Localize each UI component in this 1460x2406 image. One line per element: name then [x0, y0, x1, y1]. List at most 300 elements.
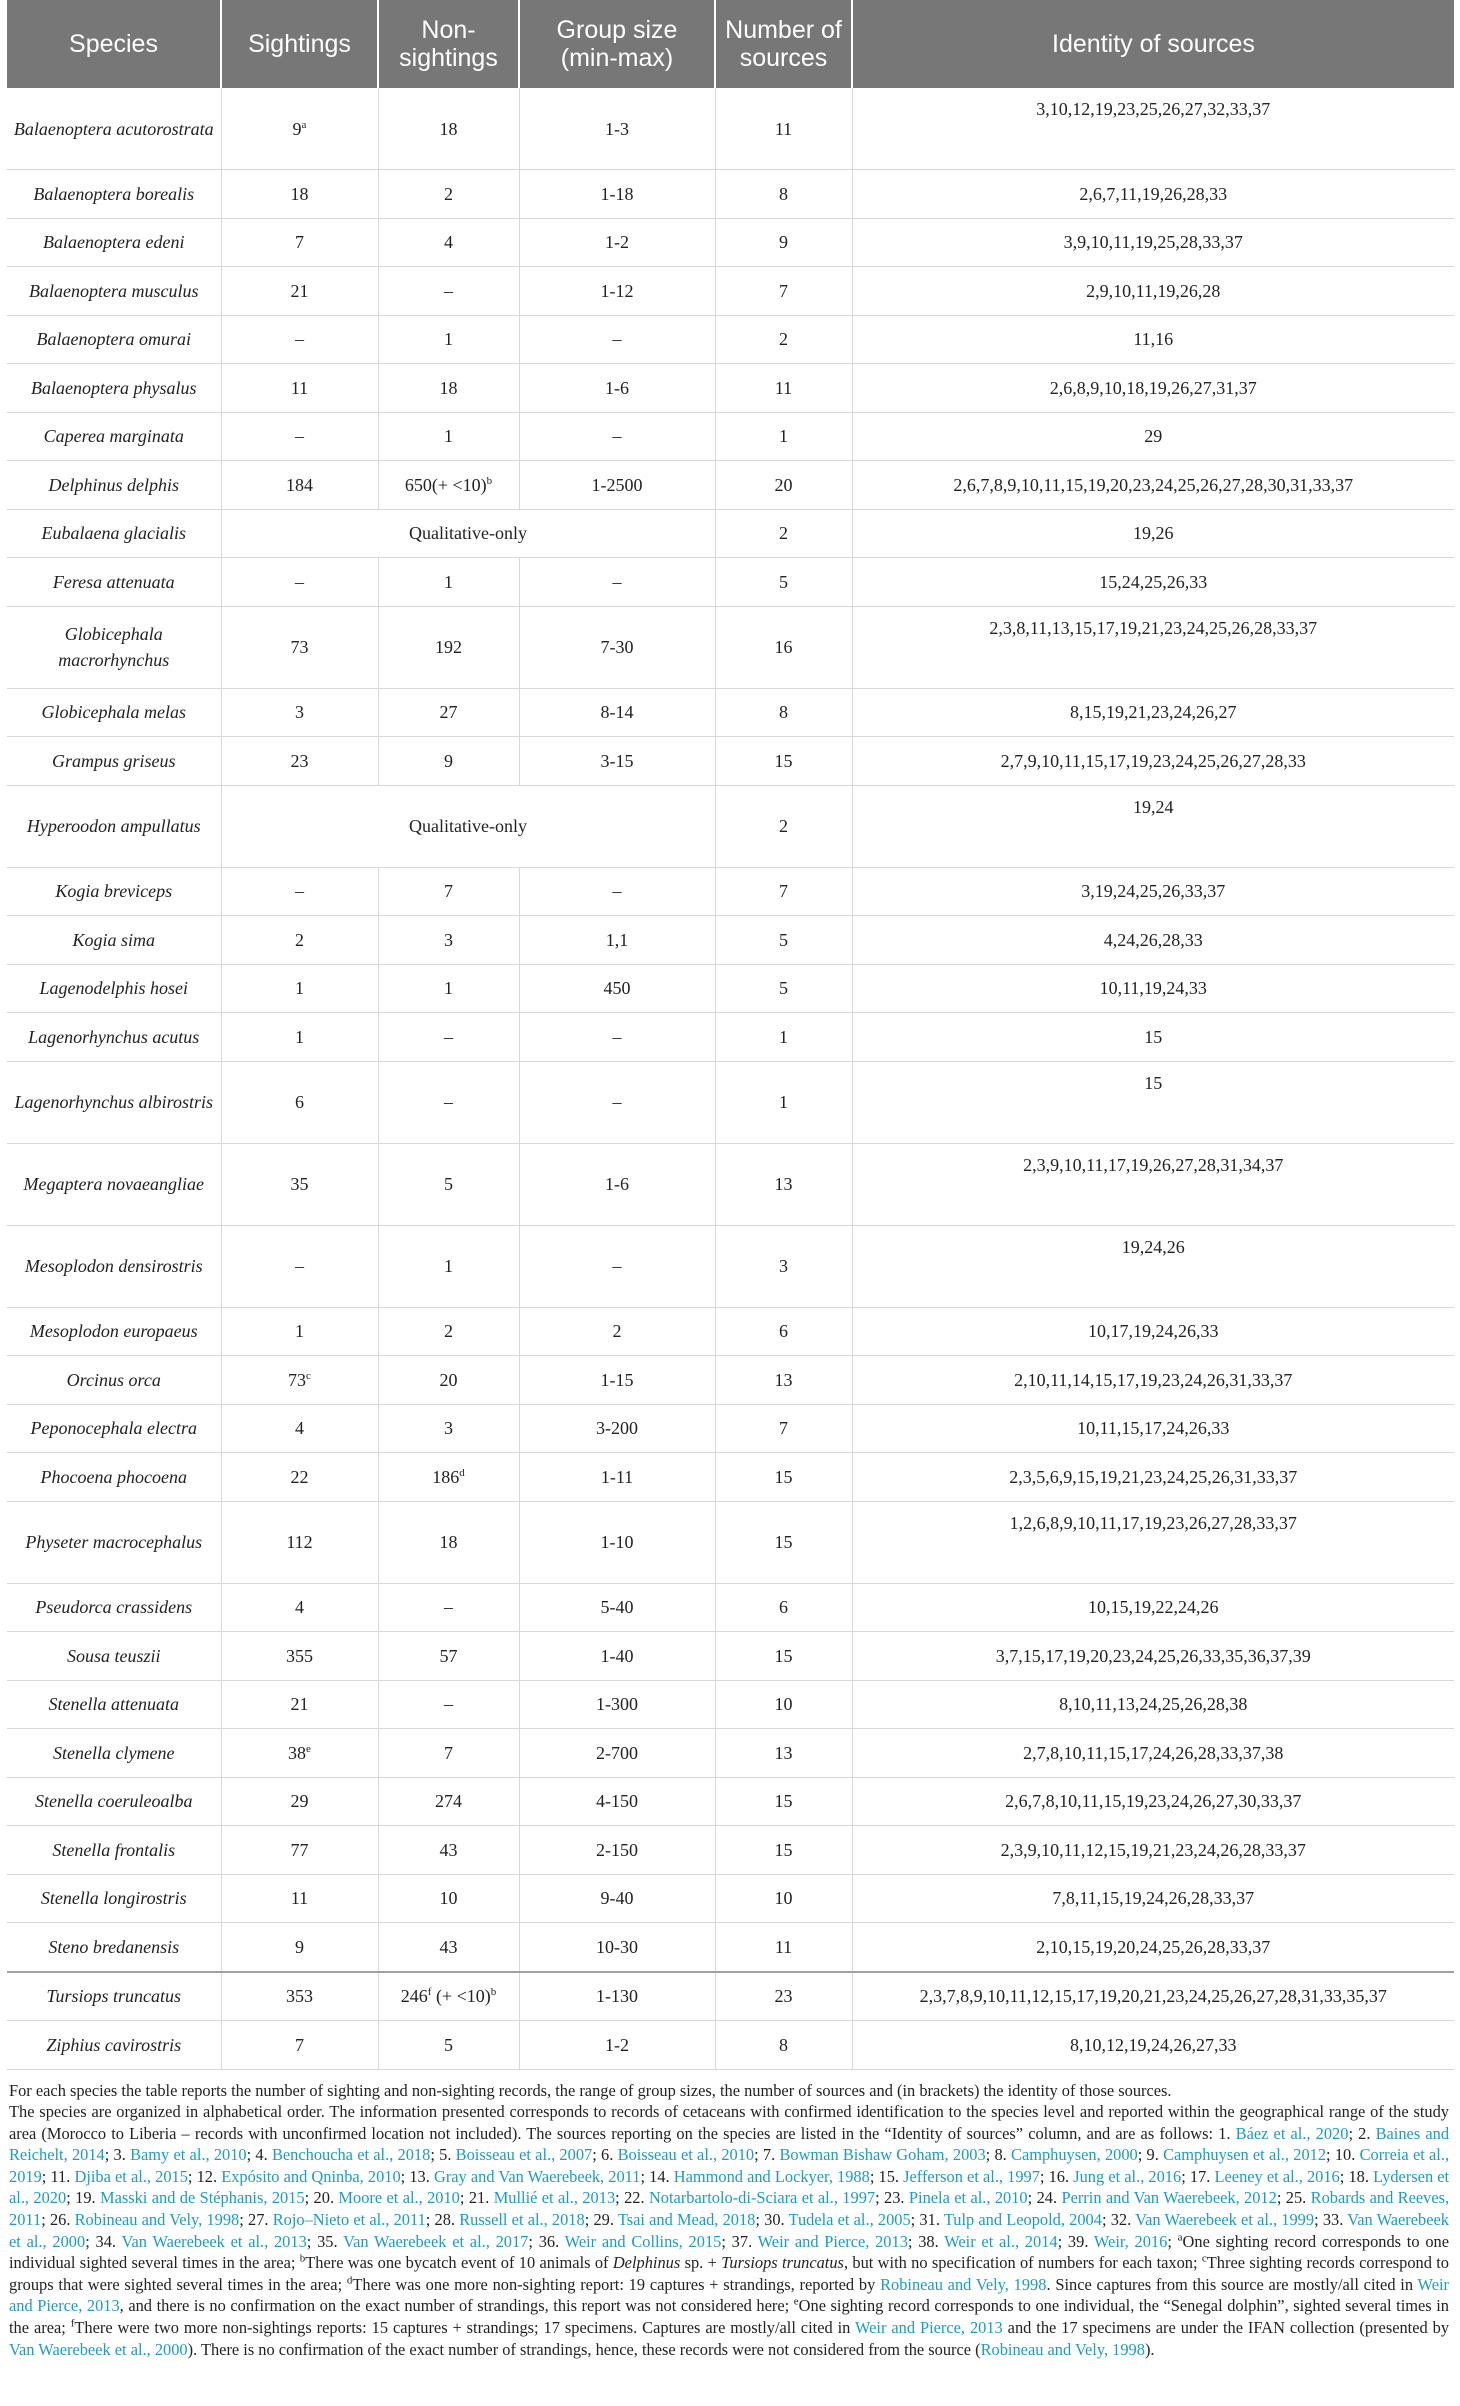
number-of-sources-cell: 9 — [715, 218, 852, 267]
non-sightings-cell: 7 — [378, 867, 519, 916]
identity-of-sources-cell: 15 — [852, 1061, 1454, 1143]
reference-link[interactable]: Robineau and Vely, 1998 — [980, 2339, 1145, 2359]
table-row — [7, 1013, 1454, 1062]
group-size-cell: 1-130 — [519, 1972, 715, 2021]
species-cell: Kogia sima — [7, 916, 221, 965]
group-size-cell: – — [519, 558, 715, 607]
species-cell: Orcinus orca — [7, 1356, 221, 1405]
reference-link[interactable]: Boisseau et al., 2007 — [455, 2145, 593, 2165]
species-cell: Ziphius cavirostris — [7, 2021, 221, 2070]
table-footnotes — [9, 2080, 1449, 2361]
group-size-cell: 1-11 — [519, 1453, 715, 1502]
number-of-sources-cell: 15 — [715, 1777, 852, 1826]
sightings-cell: 73$^c$ — [221, 1356, 378, 1405]
identity-of-sources-cell: 2,6,7,8,10,11,15,19,23,24,26,27,30,33,37 — [852, 1777, 1454, 1826]
number-of-sources-cell: 7 — [715, 1404, 852, 1453]
identity-of-sources-cell: 19,26 — [852, 509, 1454, 558]
table-row — [7, 1972, 1454, 2021]
species-cell: Megaptera novaeangliae — [7, 1143, 221, 1225]
group-size-cell: 5-40 — [519, 1583, 715, 1632]
header-non-sightings: Non-sightings — [378, 0, 519, 88]
non-sightings-cell: 7 — [378, 1729, 519, 1778]
group-size-cell: – — [519, 412, 715, 461]
identity-of-sources-cell: 1,2,6,8,9,10,11,17,19,23,26,27,28,33,37 — [852, 1501, 1454, 1583]
species-cell: Stenella longirostris — [7, 1874, 221, 1923]
notes-paragraph-1: For each species the table reports the number of sighting and non-sighting records, the range of group sizes, the number of sources and (in brackets) the identity of those sources. — [9, 2080, 1172, 2100]
identity-of-sources-cell: 2,3,8,11,13,15,17,19,21,23,24,25,26,28,33,37 — [852, 606, 1454, 688]
non-sightings-cell: 27 — [378, 688, 519, 737]
group-size-cell: 2-150 — [519, 1826, 715, 1875]
sightings-cell: 4 — [221, 1583, 378, 1632]
identity-of-sources-cell: 10,11,15,17,24,26,33 — [852, 1404, 1454, 1453]
number-of-sources-cell: 15 — [715, 1826, 852, 1875]
non-sightings-cell: 3 — [378, 1404, 519, 1453]
reference-link[interactable]: Camphuysen et al., 2012 — [1163, 2145, 1327, 2165]
table-row — [7, 170, 1454, 219]
number-of-sources-cell: 15 — [715, 1501, 852, 1583]
reference-link[interactable]: Weir et al., 2014 — [944, 2231, 1058, 2251]
number-of-sources-cell: 13 — [715, 1356, 852, 1405]
table-row — [7, 606, 1454, 688]
species-cell: Balaenoptera acutorostrata — [7, 88, 221, 170]
sightings-cell: 73 — [221, 606, 378, 688]
table-row — [7, 364, 1454, 413]
non-sightings-cell: 10 — [378, 1874, 519, 1923]
sightings-cell: – — [221, 412, 378, 461]
reference-link[interactable]: Baines and Reichelt, 2014 — [9, 2123, 1450, 2165]
reference-link[interactable]: Camphuysen, 2000 — [1011, 2145, 1138, 2165]
notes-paragraph-2: The species are organized in alphabetical order. The information presented corresponds to records of cetaceans with confirmed identification to the species level and reported within the geographical range of the study area (Morocco to Liberia – records with unconfirmed location not included). The sources reporting on the species are listed in the “Identity of sources” column, and are as follows: 1. Báez et al., 2020; 2. Baines and Reichelt, 2014; 3. Bamy et al., 2010; 4. Benchoucha et al., 2018; 5. Boisseau et al., 2007; 6. Boisseau et al., 2010; 7. Bowman Bishaw Goham, 2003; 8. Camphuysen, 2000; 9. Camphuysen et al., 2012; 10. Correia et al., 2019; 11. Djiba et al., 2015; 12. Expósito and Qninba, 2010; 13. Gray and Van Waerebeek, 2011; 14. Hammond and Lockyer, 1988; 15. Jefferson et al., 1997; 16. Jung et al., 2016; 17. Leeney et al., 2016; 18. Lydersen et al., 2020; 19. Masski and de Stéphanis, 2015; 20. Moore et al., 2010; 21. Mullié et al., 2013; 22. Notarbartolo-di-Sciara et al., 1997; 23. Pinela et al., 2010; 24. Perrin and Van Waerebeek, 2012; 25. Robards and Reeves, 2011; 26. Robineau and Vely, 1998; 27. Rojo–Nieto et al., 2011; 28. Russell et al., 2018; 29. Tsai and Mead, 2018; 30. Tudela et al., 2005; 31. Tulp and Leopold, 2004; 32. Van Waerebeek et al., 1999; 33. Van Waerebeek et al., 2000; 34. Van Waerebeek et al., 2013; 35. Van Waerebeek et al., 2017; 36. Weir and Collins, 2015; 37. Weir and Pierce, 2013; 38. Weir et al., 2014; 39. Weir, 2016; $^a$One sighting record corresponds to one individual sighted several times in the area; $^b$There was one bycatch event of 10 animals of Delphinus sp. + Tursiops truncatus, but with no specification of numbers for each taxon; $^c$Three sighting records correspond to groups that were sighted several times in the area; $^d$There was one more non-sighting report: 19 captures + strandings, reported by Robineau and Vely, 1998. Since captures from this source are mostly/all cited in Weir and Pierce, 2013, and there is no confirmation on the exact number of strandings, this report was not considered here; $^e$One sighting record corresponds to one individual, the “Senegal dolphin”, sighted several times in the area; $^f$There were two more non-sightings reports: 15 captures + strandings; 17 specimens. Captures are mostly/all cited in Weir and Pierce, 2013 and the 17 specimens are under the IFAN collection (presented by Van Waerebeek et al., 2000). There is no confirmation of the exact number of strandings, hence, these records were not considered from the source (Robineau and Vely, 1998). — [9, 2102, 1450, 2359]
identity-of-sources-cell: 2,9,10,11,19,26,28 — [852, 267, 1454, 316]
number-of-sources-cell: 6 — [715, 1583, 852, 1632]
table-row — [7, 1356, 1454, 1405]
non-sightings-cell: 5 — [378, 1143, 519, 1225]
number-of-sources-cell: 5 — [715, 916, 852, 965]
reference-link[interactable]: Van Waerebeek et al., 2013 — [121, 2231, 307, 2251]
non-sightings-cell: 650(+ <10)$^b$ — [378, 461, 519, 510]
table-row — [7, 218, 1454, 267]
sightings-cell: 6 — [221, 1061, 378, 1143]
sightings-cell: 7 — [221, 218, 378, 267]
non-sightings-cell: 1 — [378, 964, 519, 1013]
number-of-sources-cell: 15 — [715, 1632, 852, 1681]
species-cell: Caperea marginata — [7, 412, 221, 461]
table-body — [7, 88, 1454, 2069]
number-of-sources-cell: 10 — [715, 1874, 852, 1923]
sightings-cell: 4 — [221, 1404, 378, 1453]
non-sightings-cell: 1 — [378, 558, 519, 607]
reference-link[interactable]: Van Waerebeek et al., 2017 — [343, 2231, 529, 2251]
species-cell: Lagenodelphis hosei — [7, 964, 221, 1013]
sightings-cell: – — [221, 315, 378, 364]
table-container — [7, 0, 1454, 2360]
non-sightings-cell: 18 — [378, 88, 519, 170]
identity-of-sources-cell: 8,15,19,21,23,24,26,27 — [852, 688, 1454, 737]
reference-link[interactable]: Van Waerebeek et al., 2000 — [9, 2210, 1449, 2251]
cetacean-records-table — [7, 0, 1454, 2070]
group-size-cell: 1-2500 — [519, 461, 715, 510]
reference-link[interactable]: Weir and Pierce, 2013 — [9, 2274, 1449, 2316]
non-sightings-cell: 274 — [378, 1777, 519, 1826]
table-row — [7, 1826, 1454, 1875]
reference-link[interactable]: Tulp and Leopold, 2004 — [943, 2210, 1102, 2230]
species-cell: Physeter macrocephalus — [7, 1501, 221, 1583]
number-of-sources-cell: 11 — [715, 1923, 852, 1972]
reference-list: 1. Báez et al., 2020; 2. Baines and Reichelt, 2014; 3. Bamy et al., 2010; 4. Benchoucha et al., 2018; 5. Boisseau et al., 2007; 6. Boisseau et al., 2010; 7. Bowman Bishaw Goham, 2003; 8. Camphuysen, 2000; 9. Camphuysen et al., 2012; 10. Correia et al., 2019; 11. Djiba et al., 2015; 12. Expósito and Qninba, 2010; 13. Gray and Van Waerebeek, 2011; 14. Hammond and Lockyer, 1988; 15. Jefferson et al., 1997; 16. Jung et al., 2016; 17. Leeney et al., 2016; 18. Lydersen et al., 2020; 19. Masski and de Stéphanis, 2015; 20. Moore et al., 2010; 21. Mullié et al., 2013; 22. Notarbartolo-di-Sciara et al., 1997; 23. Pinela et al., 2010; 24. Perrin and Van Waerebeek, 2012; 25. Robards and Reeves, 2011; 26. Robineau and Vely, 1998; 27. Rojo–Nieto et al., 2011; 28. Russell et al., 2018; 29. Tsai and Mead, 2018; 30. Tudela et al., 2005; 31. Tulp and Leopold, 2004; 32. Van Waerebeek et al., 1999; 33. Van Waerebeek et al., 2000; 34. Van Waerebeek et al., 2013; 35. Van Waerebeek et al., 2017; 36. Weir and Collins, 2015; 37. Weir and Pierce, 2013; 38. Weir et al., 2014; 39. Weir, 2016; — [9, 2123, 1450, 2251]
group-size-cell: 1-3 — [519, 88, 715, 170]
reference-link[interactable]: Weir, 2016 — [1093, 2231, 1168, 2251]
number-of-sources-cell: 5 — [715, 558, 852, 607]
table-row — [7, 964, 1454, 1013]
non-sightings-cell: 18 — [378, 364, 519, 413]
table-row — [7, 1680, 1454, 1729]
identity-of-sources-cell: 7,8,11,15,19,24,26,28,33,37 — [852, 1874, 1454, 1923]
group-size-cell: – — [519, 1225, 715, 1307]
non-sightings-cell: 1 — [378, 1225, 519, 1307]
group-size-cell: 1-12 — [519, 267, 715, 316]
sightings-cell: 112 — [221, 1501, 378, 1583]
reference-link[interactable]: Báez et al., 2020 — [1235, 2123, 1349, 2143]
number-of-sources-cell: 15 — [715, 737, 852, 786]
table-row — [7, 509, 1454, 558]
header-number-of-sources: Number of sources — [715, 0, 852, 88]
reference-link[interactable]: Jefferson et al., 1997 — [903, 2166, 1040, 2186]
table-row — [7, 88, 1454, 170]
sightings-cell: 22 — [221, 1453, 378, 1502]
group-size-cell: 1-2 — [519, 218, 715, 267]
reference-link[interactable]: Weir and Collins, 2015 — [564, 2231, 722, 2251]
sightings-cell: 35 — [221, 1143, 378, 1225]
sightings-cell: 21 — [221, 267, 378, 316]
number-of-sources-cell: 15 — [715, 1453, 852, 1502]
table-row — [7, 1453, 1454, 1502]
group-size-cell: 1-18 — [519, 170, 715, 219]
table-row — [7, 916, 1454, 965]
species-cell: Stenella attenuata — [7, 1680, 221, 1729]
non-sightings-cell: 9 — [378, 737, 519, 786]
table-row — [7, 867, 1454, 916]
table-row — [7, 1632, 1454, 1681]
species-cell: Mesoplodon europaeus — [7, 1307, 221, 1356]
identity-of-sources-cell: 29 — [852, 412, 1454, 461]
group-size-cell: 1-10 — [519, 1501, 715, 1583]
reference-link[interactable]: Bamy et al., 2010 — [130, 2145, 247, 2165]
group-size-cell: 2-700 — [519, 1729, 715, 1778]
identity-of-sources-cell: 2,10,15,19,20,24,25,26,28,33,37 — [852, 1923, 1454, 1972]
identity-of-sources-cell: 8,10,11,13,24,25,26,28,38 — [852, 1680, 1454, 1729]
identity-of-sources-cell: 10,17,19,24,26,33 — [852, 1307, 1454, 1356]
non-sightings-cell: 2 — [378, 1307, 519, 1356]
non-sightings-cell: 43 — [378, 1826, 519, 1875]
reference-link[interactable]: Lydersen et al., 2020 — [9, 2166, 1450, 2208]
table-row — [7, 267, 1454, 316]
number-of-sources-cell: 13 — [715, 1143, 852, 1225]
sightings-cell: 77 — [221, 1826, 378, 1875]
group-size-cell: 1-40 — [519, 1632, 715, 1681]
number-of-sources-cell: 8 — [715, 170, 852, 219]
species-cell: Balaenoptera borealis — [7, 170, 221, 219]
sightings-cell: 38e — [221, 1729, 378, 1778]
table-row — [7, 1583, 1454, 1632]
reference-link[interactable]: Expósito and Qninba, 2010 — [221, 2166, 401, 2186]
table-row — [7, 737, 1454, 786]
number-of-sources-cell: 3 — [715, 1225, 852, 1307]
number-of-sources-cell: 8 — [715, 688, 852, 737]
identity-of-sources-cell: 19,24,26 — [852, 1225, 1454, 1307]
group-size-cell: 3-200 — [519, 1404, 715, 1453]
number-of-sources-cell: 23 — [715, 1972, 852, 2021]
reference-link[interactable]: Tudela et al., 2005 — [788, 2210, 911, 2230]
number-of-sources-cell: 8 — [715, 2021, 852, 2070]
identity-of-sources-cell: 10,15,19,22,24,26 — [852, 1583, 1454, 1632]
non-sightings-cell: – — [378, 1583, 519, 1632]
sightings-cell: 355 — [221, 1632, 378, 1681]
non-sightings-cell: 3 — [378, 916, 519, 965]
number-of-sources-cell: 7 — [715, 867, 852, 916]
header-species: Species — [7, 0, 221, 88]
table-row — [7, 1307, 1454, 1356]
group-size-cell: 3-15 — [519, 737, 715, 786]
sightings-cell: 3 — [221, 688, 378, 737]
number-of-sources-cell: 6 — [715, 1307, 852, 1356]
qualitative-only-cell: Qualitative-only — [221, 785, 715, 867]
non-sightings-cell: 1 — [378, 412, 519, 461]
table-row — [7, 1404, 1454, 1453]
species-cell: Balaenoptera physalus — [7, 364, 221, 413]
reference-link[interactable]: Van Waerebeek et al., 1999 — [1135, 2210, 1315, 2230]
species-cell: Sousa teuszii — [7, 1632, 221, 1681]
header-sightings: Sightings — [221, 0, 378, 88]
reference-link[interactable]: Boisseau et al., 2010 — [617, 2145, 755, 2165]
non-sightings-cell: 57 — [378, 1632, 519, 1681]
non-sightings-cell: 2 — [378, 170, 519, 219]
identity-of-sources-cell: 3,19,24,25,26,33,37 — [852, 867, 1454, 916]
reference-link[interactable]: Robineau and Vely, 1998 — [74, 2210, 240, 2230]
group-size-cell: 1-6 — [519, 1143, 715, 1225]
reference-link[interactable]: Pinela et al., 2010 — [908, 2188, 1028, 2208]
identity-of-sources-cell: 3,9,10,11,19,25,28,33,37 — [852, 218, 1454, 267]
sightings-cell: 1 — [221, 964, 378, 1013]
number-of-sources-cell: 1 — [715, 412, 852, 461]
reference-link[interactable]: Russell et al., 2018 — [459, 2210, 585, 2230]
number-of-sources-cell: 11 — [715, 88, 852, 170]
number-of-sources-cell: 2 — [715, 315, 852, 364]
reference-link[interactable]: Robards and Reeves, 2011 — [9, 2188, 1450, 2230]
species-cell: Steno bredanensis — [7, 1923, 221, 1972]
number-of-sources-cell: 1 — [715, 1013, 852, 1062]
header-group-size: Group size (min-max) — [519, 0, 715, 88]
number-of-sources-cell: 16 — [715, 606, 852, 688]
species-cell: Phocoena phocoena — [7, 1453, 221, 1502]
group-size-cell: 4-150 — [519, 1777, 715, 1826]
species-cell: Eubalaena glacialis — [7, 509, 221, 558]
species-cell: Stenella coeruleoalba — [7, 1777, 221, 1826]
number-of-sources-cell: 20 — [715, 461, 852, 510]
sightings-cell: 1 — [221, 1013, 378, 1062]
table-row — [7, 1061, 1454, 1143]
species-cell: Kogia breviceps — [7, 867, 221, 916]
table-row — [7, 1923, 1454, 1972]
species-cell: Balaenoptera omurai — [7, 315, 221, 364]
number-of-sources-cell: 5 — [715, 964, 852, 1013]
reference-link[interactable]: Jung et al., 2016 — [1073, 2166, 1182, 2186]
identity-of-sources-cell: 15,24,25,26,33 — [852, 558, 1454, 607]
identity-of-sources-cell: 3,10,12,19,23,25,26,27,32,33,37 — [852, 88, 1454, 170]
group-size-cell: 1-6 — [519, 364, 715, 413]
sightings-cell: 11 — [221, 1874, 378, 1923]
number-of-sources-cell: 13 — [715, 1729, 852, 1778]
identity-of-sources-cell: 2,3,9,10,11,12,15,19,21,23,24,26,28,33,37 — [852, 1826, 1454, 1875]
identity-of-sources-cell: 2,3,5,6,9,15,19,21,23,24,25,26,31,33,37 — [852, 1453, 1454, 1502]
reference-link[interactable]: Robineau and Vely, 1998 — [880, 2274, 1047, 2294]
reference-link[interactable]: Tsai and Mead, 2018 — [617, 2210, 756, 2230]
species-cell: Lagenorhynchus acutus — [7, 1013, 221, 1062]
table-row — [7, 1729, 1454, 1778]
group-size-cell: 7-30 — [519, 606, 715, 688]
non-sightings-cell: 18 — [378, 1501, 519, 1583]
identity-of-sources-cell: 2,3,7,8,9,10,11,12,15,17,19,20,21,23,24,25,26,27,28,31,33,35,37 — [852, 1972, 1454, 2021]
species-cell: Mesoplodon densirostris — [7, 1225, 221, 1307]
table-row — [7, 558, 1454, 607]
non-sightings-cell: – — [378, 1061, 519, 1143]
identity-of-sources-cell: 2,7,9,10,11,15,17,19,23,24,25,26,27,28,33 — [852, 737, 1454, 786]
reference-link[interactable]: Benchoucha et al., 2018 — [271, 2145, 431, 2165]
group-size-cell: 1-15 — [519, 1356, 715, 1405]
reference-link[interactable]: Gray and Van Waerebeek, 2011 — [433, 2166, 641, 2186]
reference-link[interactable]: Masski and de Stéphanis, 2015 — [100, 2188, 305, 2208]
non-sightings-cell: – — [378, 1680, 519, 1729]
number-of-sources-cell: 10 — [715, 1680, 852, 1729]
identity-of-sources-cell: 2,10,11,14,15,17,19,23,24,26,31,33,37 — [852, 1356, 1454, 1405]
species-cell: Tursiops truncatus — [7, 1972, 221, 2021]
sightings-cell: – — [221, 558, 378, 607]
number-of-sources-cell: 2 — [715, 785, 852, 867]
table-row — [7, 785, 1454, 867]
identity-of-sources-cell: 11,16 — [852, 315, 1454, 364]
reference-link[interactable]: Djiba et al., 2015 — [74, 2166, 188, 2186]
group-size-cell: 1-300 — [519, 1680, 715, 1729]
species-cell: Globicephala macrorhynchus — [7, 606, 221, 688]
non-sightings-cell: 5 — [378, 2021, 519, 2070]
sightings-cell: 353 — [221, 1972, 378, 2021]
identity-of-sources-cell: 2,3,9,10,11,17,19,26,27,28,31,34,37 — [852, 1143, 1454, 1225]
non-sightings-cell: 246$^f$ (+ <10)$^b$ — [378, 1972, 519, 2021]
reference-link[interactable]: Hammond and Lockyer, 1988 — [673, 2166, 870, 2186]
table-row — [7, 1874, 1454, 1923]
reference-link[interactable]: Perrin and Van Waerebeek, 2012 — [1061, 2188, 1277, 2208]
identity-of-sources-cell: 10,11,19,24,33 — [852, 964, 1454, 1013]
sightings-cell: 11 — [221, 364, 378, 413]
sightings-cell: 18 — [221, 170, 378, 219]
reference-link[interactable]: Rojo–Nieto et al., 2011 — [272, 2210, 426, 2230]
sightings-cell: 9 — [221, 1923, 378, 1972]
sightings-cell: 29 — [221, 1777, 378, 1826]
group-size-cell: 10-30 — [519, 1923, 715, 1972]
reference-link[interactable]: Correia et al., 2019 — [9, 2145, 1450, 2186]
table-row — [7, 1501, 1454, 1583]
non-sightings-cell: 186$^d$ — [378, 1453, 519, 1502]
table-row — [7, 1777, 1454, 1826]
number-of-sources-cell: 1 — [715, 1061, 852, 1143]
identity-of-sources-cell: 8,10,12,19,24,26,27,33 — [852, 2021, 1454, 2070]
group-size-cell: 1,1 — [519, 916, 715, 965]
reference-link[interactable]: Weir and Pierce, 2013 — [757, 2231, 908, 2251]
species-cell: Pseudorca crassidens — [7, 1583, 221, 1632]
non-sightings-cell: 192 — [378, 606, 519, 688]
non-sightings-cell: 1 — [378, 315, 519, 364]
species-cell: Lagenorhynchus albirostris — [7, 1061, 221, 1143]
number-of-sources-cell: 11 — [715, 364, 852, 413]
group-size-cell: 9-40 — [519, 1874, 715, 1923]
qualitative-only-cell: Qualitative-only — [221, 509, 715, 558]
sightings-cell: 7 — [221, 2021, 378, 2070]
number-of-sources-cell: 2 — [715, 509, 852, 558]
table-row — [7, 688, 1454, 737]
sightings-cell: 184 — [221, 461, 378, 510]
identity-of-sources-cell: 15 — [852, 1013, 1454, 1062]
reference-link[interactable]: Van Waerebeek et al., 2000 — [9, 2339, 188, 2359]
identity-of-sources-cell: 2,6,7,8,9,10,11,15,19,20,23,24,25,26,27,28,30,31,33,37 — [852, 461, 1454, 510]
species-cell: Feresa attenuata — [7, 558, 221, 607]
table-row — [7, 1143, 1454, 1225]
non-sightings-cell: 43 — [378, 1923, 519, 1972]
header-identity-of-sources: Identity of sources — [852, 0, 1454, 88]
species-cell: Delphinus delphis — [7, 461, 221, 510]
group-size-cell: 8-14 — [519, 688, 715, 737]
group-size-cell: 450 — [519, 964, 715, 1013]
group-size-cell: – — [519, 315, 715, 364]
identity-of-sources-cell: 4,24,26,28,33 — [852, 916, 1454, 965]
reference-link[interactable]: Mullié et al., 2013 — [493, 2188, 616, 2208]
sightings-cell: – — [221, 867, 378, 916]
group-size-cell: – — [519, 1061, 715, 1143]
species-cell: Hyperoodon ampullatus — [7, 785, 221, 867]
reference-link[interactable]: Moore et al., 2010 — [338, 2188, 460, 2208]
reference-link[interactable]: Notarbartolo-di-Sciara et al., 1997 — [648, 2188, 876, 2208]
species-cell: Balaenoptera musculus — [7, 267, 221, 316]
identity-of-sources-cell: 19,24 — [852, 785, 1454, 867]
non-sightings-cell: – — [378, 267, 519, 316]
identity-of-sources-cell: 2,7,8,10,11,15,17,24,26,28,33,37,38 — [852, 1729, 1454, 1778]
species-cell: Grampus griseus — [7, 737, 221, 786]
table-row — [7, 461, 1454, 510]
sightings-cell: 2 — [221, 916, 378, 965]
reference-link[interactable]: Leeney et al., 2016 — [1214, 2166, 1340, 2186]
sightings-cell: 23 — [221, 737, 378, 786]
identity-of-sources-cell: 2,6,8,9,10,18,19,26,27,31,37 — [852, 364, 1454, 413]
number-of-sources-cell: 7 — [715, 267, 852, 316]
table-row — [7, 1225, 1454, 1307]
non-sightings-cell: 4 — [378, 218, 519, 267]
group-size-cell: 1-2 — [519, 2021, 715, 2070]
reference-link[interactable]: Weir and Pierce, 2013 — [854, 2318, 1003, 2338]
table-row — [7, 412, 1454, 461]
reference-link[interactable]: Bowman Bishaw Goham, 2003 — [779, 2145, 986, 2165]
species-cell: Peponocephala electra — [7, 1404, 221, 1453]
group-size-cell: – — [519, 867, 715, 916]
table-row — [7, 315, 1454, 364]
table-row — [7, 2021, 1454, 2070]
species-cell: Stenella frontalis — [7, 1826, 221, 1875]
species-cell: Globicephala melas — [7, 688, 221, 737]
species-cell: Balaenoptera edeni — [7, 218, 221, 267]
non-sightings-cell: – — [378, 1013, 519, 1062]
group-size-cell: 2 — [519, 1307, 715, 1356]
identity-of-sources-cell: 2,6,7,11,19,26,28,33 — [852, 170, 1454, 219]
sightings-cell: 21 — [221, 1680, 378, 1729]
table-header-row — [7, 0, 1454, 88]
group-size-cell: – — [519, 1013, 715, 1062]
